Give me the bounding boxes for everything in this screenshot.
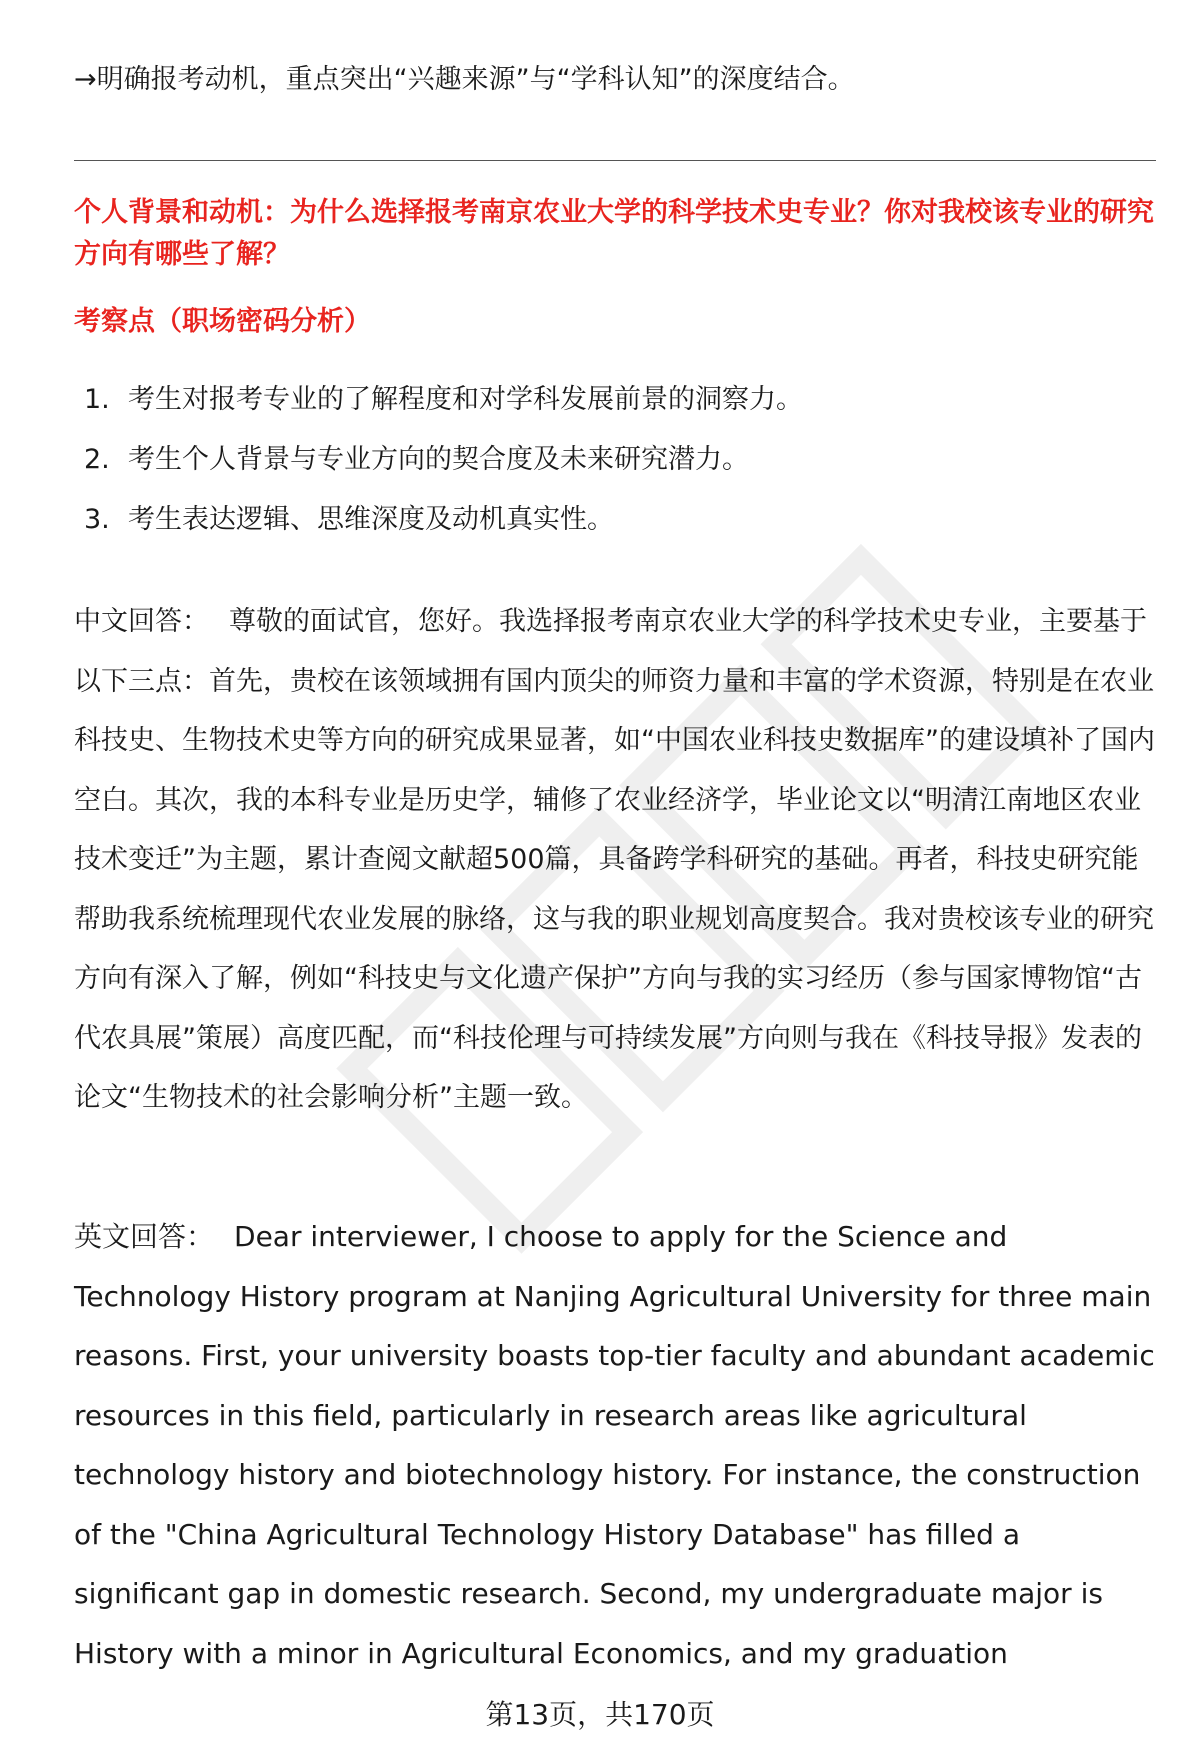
english-answer-text: Dear interviewer, I choose to apply for the Science and Technology History program at Nanjing Agricultural University for three main reasons. First, your university boasts top-tier faculty and abundant academic resources in this field, particularly in research areas like agricultural technology history and biotechnology history. For instance, the construction of the "China Agricultural Technology History Database" has filled a significant gap in domestic research. Second, my undergraduate major is History with a minor in Agricultural Economics, and my graduation	[74, 1220, 1155, 1670]
section-title: 考察点（职场密码分析）	[74, 306, 371, 337]
list-item-text: 考生表达逻辑、思维深度及动机真实性。	[128, 504, 614, 535]
horizontal-divider	[74, 160, 1156, 161]
intro-line: →明确报考动机，重点突出“兴趣来源”与“学科认知”的深度结合。	[74, 64, 855, 95]
list-item	[84, 500, 803, 560]
list-item-text: 考生个人背景与专业方向的契合度及未来研究潜力。	[128, 444, 749, 475]
chinese-answer-text: 尊敬的面试官，您好。我选择报考南京农业大学的科学技术史专业，主要基于以下三点：首先，贵校在该领域拥有国内顶尖的师资力量和丰富的学术资源，特别是在农业科技史、生物技术史等方向的研究成果显著，如“中国农业科技史数据库”的建设填补了国内空白。其次，我的本科专业是历史学，辅修了农业经济学，毕业论文以“明清江南地区农业技术变迁”为主题，累计查阅文献超500篇，具备跨学科研究的基础。再者，科技史研究能帮助我系统梳理现代农业发展的脉络，这与我的职业规划高度契合。我对贵校该专业的研究方向有深入了解，例如“科技史与文化遗产保护”方向与我的实习经历（参与国家博物馆“古代农具展”策展）高度匹配，而“科技伦理与可持续发展”方向则与我在《科技导报》发表的论文“生物技术的社会影响分析”主题一致。	[74, 606, 1155, 1113]
list-item-number: 1.	[84, 384, 110, 415]
page-footer: 第13页，共170页	[485, 1698, 715, 1731]
question-heading: 个人背景和动机：为什么选择报考南京农业大学的科学技术史专业？你对我校该专业的研究方向有哪些了解？	[74, 197, 1154, 270]
list-item	[84, 380, 803, 440]
chinese-answer-label: 中文回答：	[74, 606, 209, 637]
english-answer-paragraph	[74, 1207, 1156, 1683]
list-item	[84, 440, 803, 500]
list-item-number: 3.	[84, 504, 110, 535]
chinese-answer-paragraph	[74, 592, 1156, 1128]
list-item-text: 考生对报考专业的了解程度和对学科发展前景的洞察力。	[128, 384, 803, 415]
list-item-number: 2.	[84, 444, 110, 475]
assessment-points-list	[84, 380, 803, 560]
english-answer-label: 英文回答：	[74, 1220, 215, 1253]
